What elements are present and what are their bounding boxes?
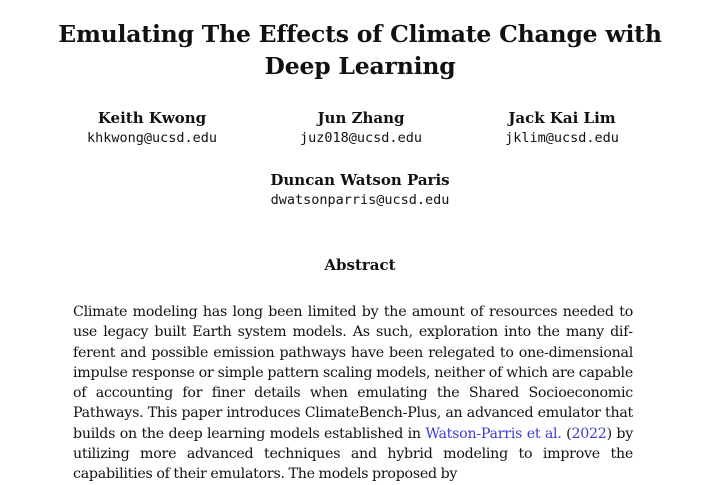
paper-title: Emulating The Effects of Climate Change with Deep Learning [58,20,662,80]
author-name: Jack Kai Lim [508,109,616,127]
author-name: Keith Kwong [97,109,207,127]
author-email: khkwong@ucsd.edu [86,130,218,146]
citation-link-authors[interactable]: Watson-Parris et al. [425,425,562,442]
author-block [447,108,677,148]
author-email: dwatsonparris@ucsd.edu [270,192,450,208]
author-block [246,108,476,148]
author-block [37,108,267,148]
author-name: Duncan Watson Paris [270,171,450,189]
abstract-text [73,302,633,485]
citation-open-paren: ( [561,425,572,442]
author-name: Jun Zhang [317,109,405,127]
author-email: juz018@ucsd.edu [300,130,422,146]
abstract-text-part: ) by utilizing more advanced techniques and hybrid modeling to improve the capabilities of their emulators. The models proposed by [73,425,633,483]
citation-link-year[interactable]: 2022 [571,425,607,442]
abstract-text-part: Climate modeling has long been limited by the amount of resources needed to use legacy built Earth system models. As such, exploration into the many different and possible emission pathways have been relegated to one-dimensional impulse response or simple pattern scaling models, neither of which are capable of accounting for finer details when emulating the Shared Socioeconomic Pathways. This paper introduces ClimateBench-Plus, an advanced emulator that builds on the deep learning models established in [73,304,633,442]
abstract-heading: Abstract [324,256,396,274]
author-email: jklim@ucsd.edu [505,130,619,146]
author-block [237,170,483,210]
